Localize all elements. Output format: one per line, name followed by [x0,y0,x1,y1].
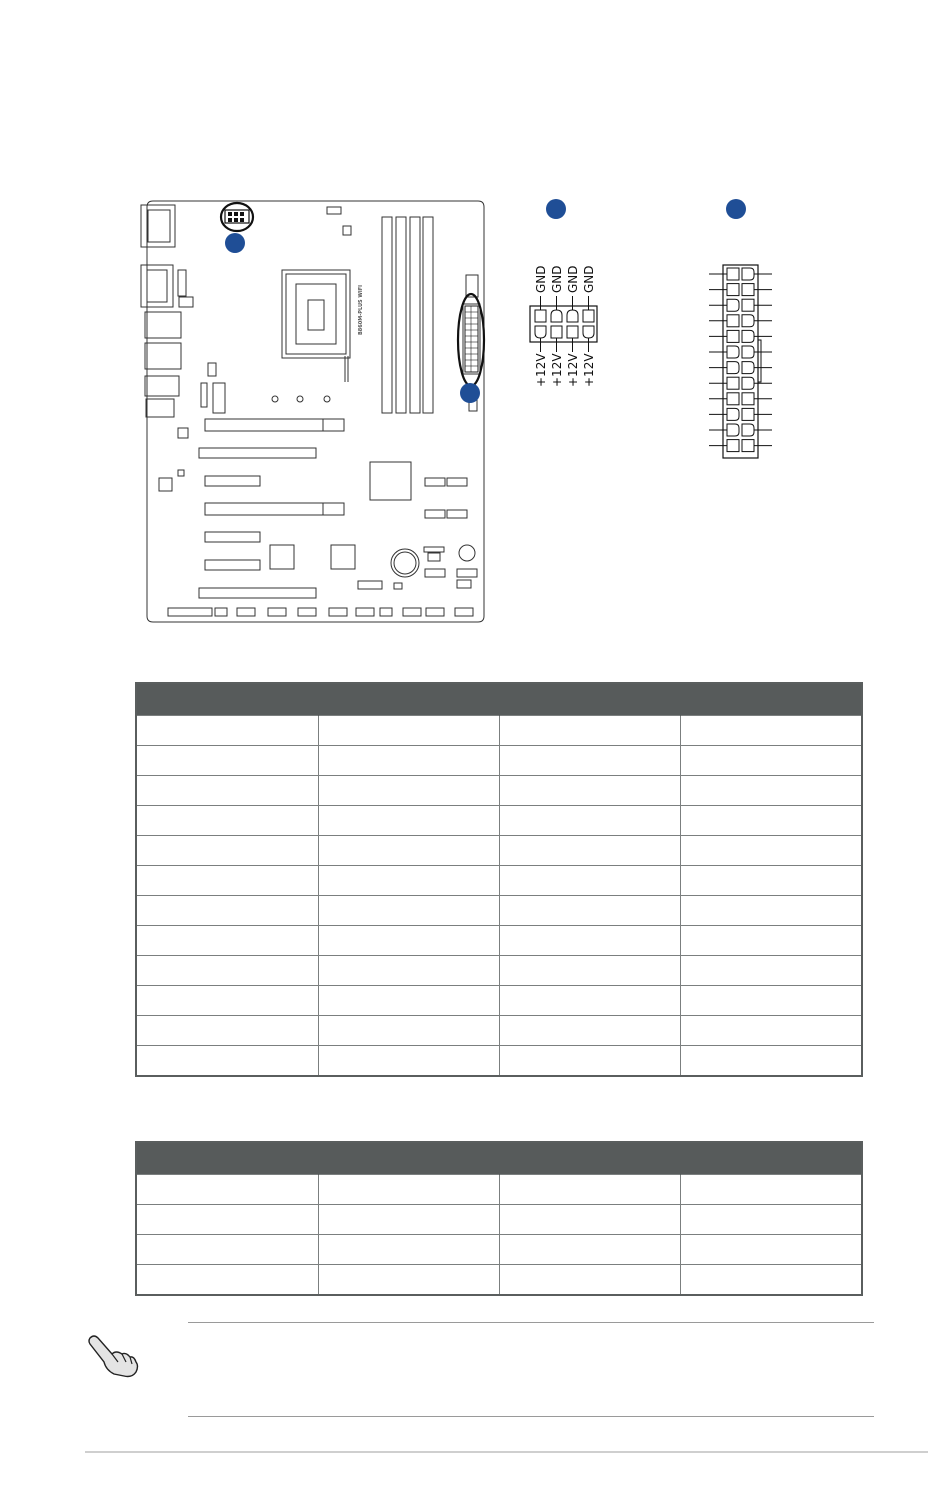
pin-rounded [727,408,739,420]
table-cell [680,746,862,776]
pin-rounded [727,299,739,311]
table-cell [136,1205,318,1235]
hand-pointing-icon [86,1332,142,1380]
motherboard-diagram [130,195,500,630]
pin-square [727,284,739,296]
table-cell [136,716,318,746]
marker-1 [225,233,245,253]
table-header-cell [680,683,862,716]
table-cell [318,896,499,926]
atx-24pin-pinout [700,195,780,465]
table-cell [499,806,680,836]
table-row [136,836,862,866]
table-cell [318,1235,499,1265]
table-cell [318,776,499,806]
table-cell [318,926,499,956]
pin-label-gnd-1: GND [534,265,548,293]
table-cell [136,1235,318,1265]
pin-label-12v-3: +12V [566,353,580,387]
table-cell [680,836,862,866]
table-cell [499,1016,680,1046]
pin-rounded [742,268,754,280]
table-cell [499,956,680,986]
table-header-cell [499,683,680,716]
table-cell [136,1016,318,1046]
table-cell [680,776,862,806]
pin-label-gnd-3: GND [566,265,580,293]
pin-square [742,440,754,452]
pin-square [727,315,739,327]
table-row [136,1205,862,1235]
table-cell [499,1046,680,1077]
table-cell [680,1235,862,1265]
marker-2 [460,383,480,403]
table-row [136,926,862,956]
table-header-cell [680,1142,862,1175]
table-cell [680,956,862,986]
table-cell [499,836,680,866]
table-cell [680,1265,862,1296]
table-cell [499,776,680,806]
table-row [136,1016,862,1046]
pin-rounded [727,346,739,358]
table-header-cell [318,683,499,716]
note-top-rule [188,1322,874,1323]
pin-definition-table-2 [135,1141,863,1296]
pin-rounded [727,424,739,436]
table-cell [680,986,862,1016]
atx-8pin-pinout [520,195,620,395]
table-cell [318,1016,499,1046]
pin-rounded [742,346,754,358]
table-header-row [136,1142,862,1175]
table-cell [680,806,862,836]
pin-definition-table-1 [135,682,863,1077]
table-cell [499,1175,680,1205]
table-row [136,1235,862,1265]
table-cell [499,866,680,896]
pin-rounded [742,330,754,342]
table-cell [136,1175,318,1205]
table-cell [499,986,680,1016]
table-cell [680,1046,862,1077]
pin-label-gnd-2: GND [550,265,564,293]
table-cell [136,986,318,1016]
table-cell [499,716,680,746]
pin-square [742,408,754,420]
table-cell [318,1175,499,1205]
table-row [136,1265,862,1296]
table-cell [136,956,318,986]
marker-3 [546,199,566,219]
table-cell [136,746,318,776]
table-cell [318,956,499,986]
pin-square [727,440,739,452]
table-row [136,716,862,746]
table-row [136,776,862,806]
footer-rule [85,1451,928,1453]
table-row [136,1175,862,1205]
table-header-cell [136,1142,318,1175]
pin-square [727,268,739,280]
pin-square [742,393,754,405]
pin-square [742,284,754,296]
table-row [136,1046,862,1077]
pin-label-gnd-4: GND [582,265,596,293]
table-header-cell [318,1142,499,1175]
table-cell [318,836,499,866]
pin-rounded [742,315,754,327]
table-cell [136,806,318,836]
table-header-cell [499,1142,680,1175]
table-row [136,806,862,836]
table-cell [136,866,318,896]
table-cell [499,746,680,776]
table-cell [136,1046,318,1077]
table-cell [136,776,318,806]
table-cell [499,1205,680,1235]
pin-label-12v-4: +12V [582,353,596,387]
pin-square [727,393,739,405]
table-cell [318,1265,499,1296]
pin-rounded [742,424,754,436]
table-cell [499,926,680,956]
pin-square [727,377,739,389]
board-model-text: B860M-PLUS WIFI [358,284,364,335]
pin-rounded [742,377,754,389]
table-cell [136,926,318,956]
pin-label-12v-2: +12V [550,353,564,387]
pin-rounded [727,362,739,374]
pin-rounded [742,362,754,374]
table-cell [136,896,318,926]
table-cell [680,926,862,956]
table-cell [680,1016,862,1046]
table-cell [136,836,318,866]
table-row [136,746,862,776]
table-cell [680,1175,862,1205]
table-cell [680,866,862,896]
table-row [136,866,862,896]
table-cell [318,716,499,746]
table-row [136,986,862,1016]
table-cell [680,1205,862,1235]
table-cell [499,896,680,926]
pin-square [742,299,754,311]
marker-4 [726,199,746,219]
table-cell [499,1265,680,1296]
table-header-row [136,683,862,716]
table-row [136,956,862,986]
note-bottom-rule [188,1416,874,1417]
table-cell [499,1235,680,1265]
table-cell [318,1046,499,1077]
table-cell [318,806,499,836]
pin-square [727,330,739,342]
table-header-cell [136,683,318,716]
table-cell [318,746,499,776]
table-cell [318,1205,499,1235]
pin-label-12v-1: +12V [534,353,548,387]
table-cell [136,1265,318,1296]
table-cell [680,716,862,746]
table-cell [318,986,499,1016]
table-cell [680,896,862,926]
table-cell [318,866,499,896]
table-row [136,896,862,926]
